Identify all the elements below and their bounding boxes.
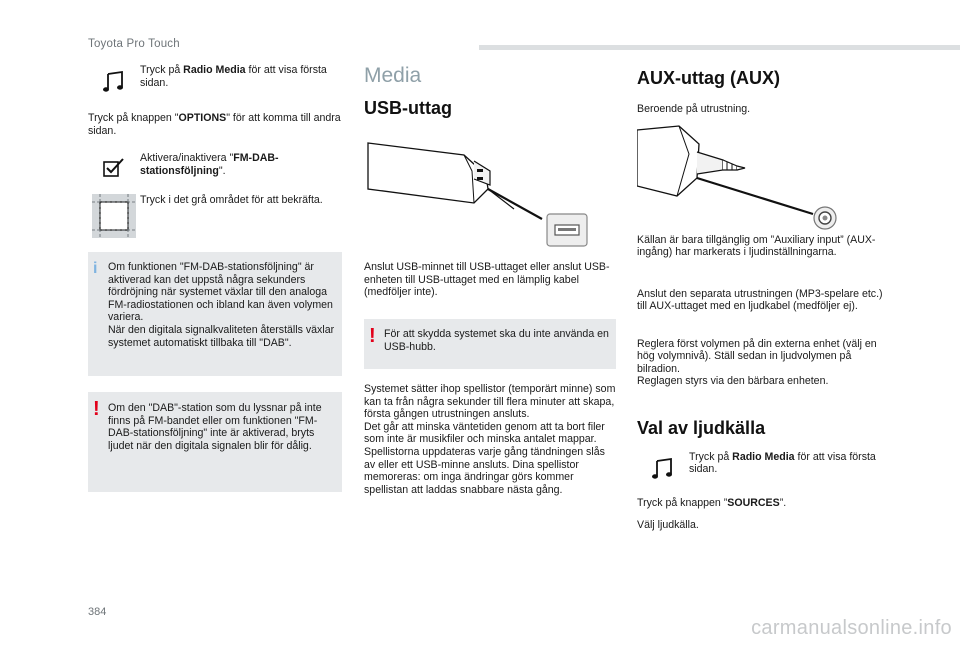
step-choose-source: Välj ljudkälla. bbox=[637, 519, 699, 532]
header-bar bbox=[479, 45, 960, 50]
label-options: OPTIONS bbox=[178, 112, 227, 124]
aux-equipment-text: Beroende på utrustning. bbox=[637, 103, 751, 115]
grid-tap-icon bbox=[88, 194, 140, 238]
aux-jack-illustration bbox=[637, 126, 813, 214]
usb-connect-text: Anslut USB-minnet till USB-uttaget eller anslut USB-enheten till USB-uttaget med en lämplig kabel (medföljer inte). bbox=[364, 261, 610, 299]
checkbox-check-icon bbox=[88, 152, 140, 178]
music-note-icon bbox=[637, 451, 689, 481]
playlist-text: Systemet sätter ihop spellistor (temporärt minne) som kan ta från några sekunder till flera minuter att skapa, första gången utrustningen ansluts. Det går att minska väntetiden genom att ta bort filer som inte är musikfiler och minska antalet mappar. Spellistorna uppdateras varje gång tändningen slås av eller ett USB-minne ansluts. Dina spellistor memoreras: om inga ändringar görs kommer spellistan att laddas snabbare nästa gång. bbox=[364, 383, 616, 496]
label-fm-dab: FM-DAB-stationsföljning bbox=[140, 152, 279, 177]
step-fm-dab: Aktivera/inaktivera "FM-DAB-stationsföljning". bbox=[88, 152, 342, 194]
warning-icon: ! bbox=[369, 325, 376, 347]
aux-socket-icon bbox=[814, 207, 836, 229]
section-heading-aux: AUX-uttag (AUX) bbox=[637, 68, 780, 88]
aux-volume-text: Reglera först volymen på din externa enhet (välj en hög volymnivå). Ställ sedan in ljudvolymen på bilradion. Reglagen styrs via den bärbara enheten. bbox=[637, 337, 877, 388]
aux-illustration bbox=[637, 124, 887, 230]
step-radio-media: Tryck på Radio Media för att visa första sidan. bbox=[88, 64, 342, 110]
step-confirm: Tryck i det grå området för att bekräfta. bbox=[88, 194, 342, 252]
usb-illustration bbox=[364, 131, 616, 249]
label-sources: SOURCES bbox=[727, 496, 780, 509]
music-note-icon bbox=[88, 64, 140, 94]
aux-connect-text: Anslut den separata utrustningen (MP3-spelare etc.) till AUX-uttaget med en ljudkabel (medföljer ej). bbox=[637, 287, 883, 313]
warning-icon: ! bbox=[93, 398, 100, 420]
step-options: Tryck på knappen "OPTIONS" för att komma till andra sidan. bbox=[88, 112, 341, 137]
page-number: 384 bbox=[88, 606, 107, 618]
column-1 bbox=[88, 64, 342, 492]
step-sources: Tryck på knappen ”SOURCES”. bbox=[637, 496, 787, 509]
aux-source-text: Källan är bara tillgänglig om ”Auxiliary input” (AUX-ingång) har markerats i ljudinställningarna. bbox=[637, 233, 876, 259]
warning-note-dab: ! Om den "DAB"-station som du lyssnar på inte finns på FM-bandet eller om funktionen "FM-DAB-stationsföljning" inte är aktiverad, bryts ljudet när den digitala signalen blir för dålig. bbox=[88, 392, 342, 492]
column-2 bbox=[364, 64, 616, 496]
column-3 bbox=[637, 64, 887, 532]
warning-note-usb: ! För att skydda systemet ska du inte använda en USB-hubb. bbox=[364, 319, 616, 369]
usb-plug-illustration bbox=[368, 143, 542, 219]
info-note: i Om funktionen "FM-DAB-stationsföljning" är aktiverad kan det uppstå några sekunders fördröjning när systemet växlar till den analoga FM-radiostationen och ibland kan även volymen variera. När den digitala signalkvaliteten återställs växlar systemet automatiskt tillbaka till "DAB". bbox=[88, 252, 342, 376]
label-radio-media: Radio Media bbox=[183, 64, 246, 76]
usb-socket-icon bbox=[547, 214, 587, 246]
running-header: Toyota Pro Touch bbox=[88, 38, 180, 50]
info-icon: i bbox=[93, 260, 98, 277]
watermark-text: carmanualsonline.info bbox=[751, 617, 952, 639]
subheading-usb: USB-uttag bbox=[364, 98, 452, 118]
step-radio-media-source: Tryck på Radio Media för att visa första sidan. bbox=[637, 451, 887, 493]
section-heading-media: Media bbox=[364, 64, 422, 87]
label-radio-media: Radio Media bbox=[732, 450, 795, 463]
section-heading-source: Val av ljudkälla bbox=[637, 417, 766, 438]
